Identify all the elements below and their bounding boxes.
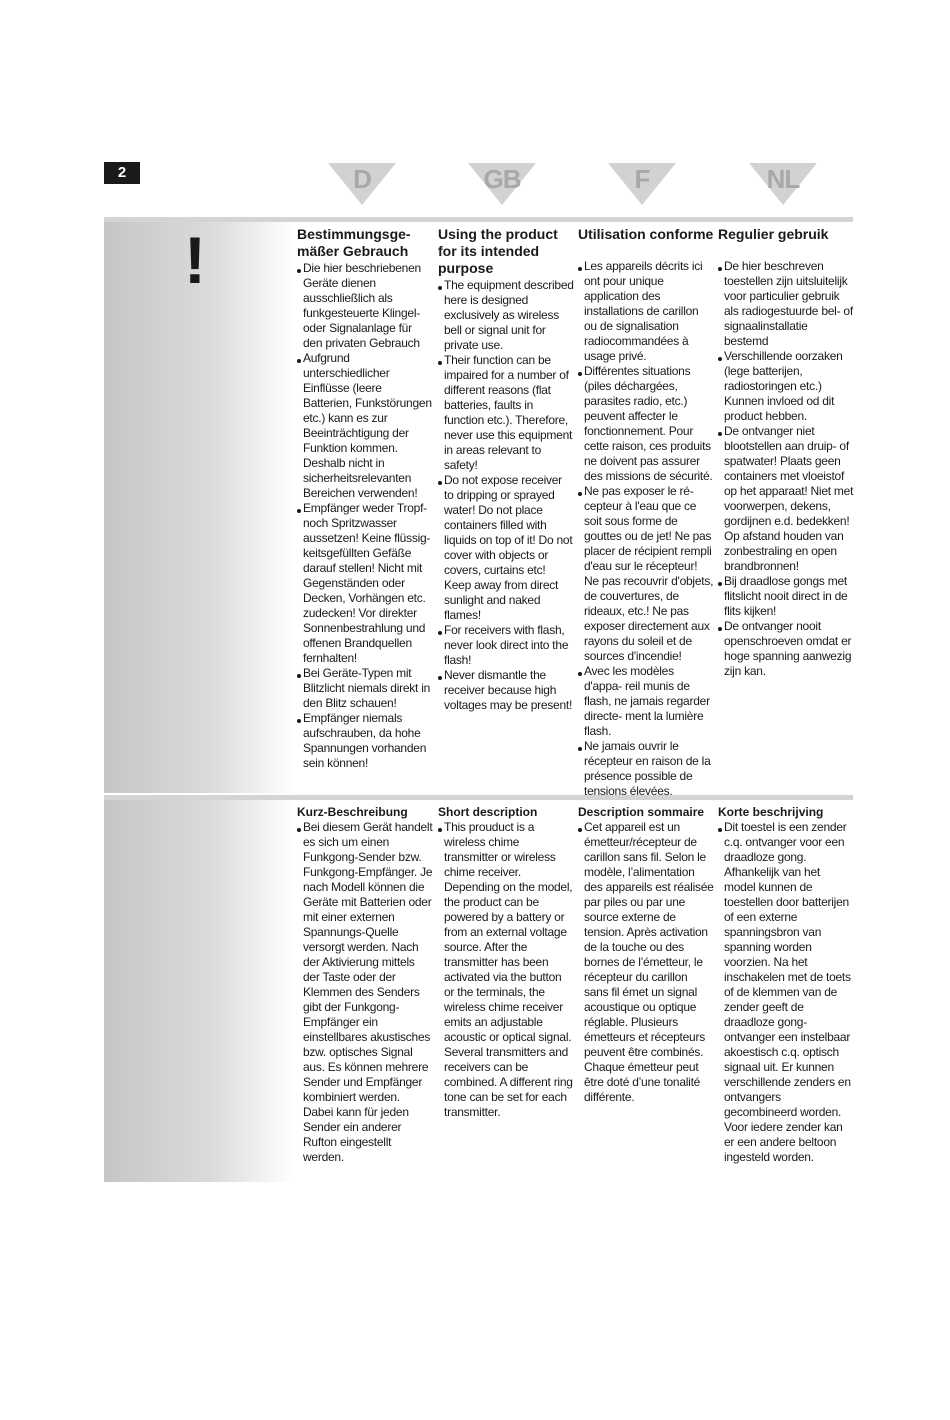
list-item: For receivers with flash, never look direct into the flash!: [438, 623, 574, 668]
list-item: Die hier beschriebenen Geräte dienen ausschließlich als funkgesteuerte Klingel- oder Signalanlage für den privaten Gebrauch: [297, 261, 433, 351]
short-description-section: [104, 795, 853, 1182]
list-item: Dit toestel is een zender c.q. ontvanger voor een draadloze gong. Afhankelijk van het model kunnen de toestellen door batterijen of een externe spanningsbron van spanning worden voorzien. Na het inschakelen met de toets of de klemmen van de zender geeft de draadloze gong- ontvanger een instelbaar akoestisch c.q. optisch signaal uit. Er kunnen verschillende zenders en ontvangers gecombineerd worden. Voor iedere zender kan er een andere beltoon ingesteld worden.: [718, 820, 854, 1165]
language-code: GB: [483, 164, 521, 194]
language-code: NL: [766, 164, 800, 194]
intended-use-section: [104, 217, 854, 798]
column-fr: [578, 804, 714, 1105]
column-de: [297, 226, 433, 771]
list-item: De ontvanger niet blootstellen aan druip- of spatwater! Plaats geen containers met vloeistof op het apparaat! Niet met voorwerpen, dekens, gordijnen e.d. bedekken! Op afstand houden van zonbestraling en open brandbronnen!: [718, 424, 854, 574]
bullet-list: [718, 259, 854, 679]
column-gb: [438, 226, 574, 713]
list-item: This prouduct is a wireless chime transmitter or wireless chime receiver. Depending on the model, the product can be powered by a battery or from an external voltage source. After the transmitter has been activated via the button or the terminals, the wireless chime receiver emits an adjustable acoustic or optical signal. Several transmitters and receivers can be combined. A different ring tone can be set for each transmitter.: [438, 820, 574, 1120]
list-item: Ne pas exposer le ré- cepteur à l'eau que ce soit sous forme de gouttes ou de jet! Ne pas placer de récipient rempli d'eau sur le récepteur! Ne pas recouvrir d'objets, de couvertures, de rideaux, etc.! Ne pas exposer directement aux rayons du soleil et de sources d'incendie!: [578, 484, 714, 664]
list-item: Their function can be impaired for a number of different reasons (flat batteries, faults in function etc.). Therefore, never use this equipment in areas relevant to safety!: [438, 353, 574, 473]
list-item: De hier beschreven toestellen zijn uitsluitelijk voor particulier gebruik als radiogestuurde bel- of signaalinstallatie bestemd: [718, 259, 854, 349]
bullet-list: [438, 278, 574, 713]
list-item: Bij draadlose gongs met flitslicht nooit direct in de flits kijken!: [718, 574, 854, 619]
bullet-list: [297, 820, 433, 1165]
column-gb: [438, 804, 574, 1120]
list-item: Cet appareil est un émetteur/récepteur de carillon sans fil. Selon le modèle, l’alimentation des appareils est réalisée par piles ou par une source externe de tension. Après activation de la touche ou des bornes de l’émetteur, le récepteur du carillon sans fil émet un signal acoustique ou optique réglable. Plusieurs émetteurs et récepteurs peuvent être combinés. Chaque émetteur peut être doté d’une tonalité différente.: [578, 820, 714, 1105]
list-item: Bei Geräte-Typen mit Blitzlicht niemals direkt in den Blitz schauen!: [297, 666, 433, 711]
language-code: F: [634, 164, 650, 194]
list-item: Ne jamais ouvrir le récepteur en raison de la présence possible de tensions élevées.: [578, 739, 714, 799]
bullet-list: [718, 820, 854, 1165]
bullet-list: [438, 820, 574, 1120]
language-tab-fr: [608, 163, 676, 205]
list-item: Empfänger niemals aufschrauben, da hohe Spannungen vorhanden sein können!: [297, 711, 433, 771]
language-code: D: [353, 164, 371, 194]
column-title: [297, 226, 433, 260]
side-gradient-panel: [104, 222, 294, 793]
column-de: [297, 804, 433, 1165]
list-item: Bei diesem Gerät handelt es sich um einen Funkgong-Sender bzw. Funkgong-Empfänger. Je nach Modell können die Geräte mit Batterien oder mit einer externen Spannungs-Quelle versorgt werden. Nach der Aktivierung mittels der Taste oder der Klemmen des Senders gibt der Funkgong- Empfänger ein einstellbares akustisches bzw. optisches Signal aus. Es können mehrere Sender und Empfänger kombiniert werden. Dabei kann für jeden Sender ein anderer Rufton eingestellt werden.: [297, 820, 433, 1165]
side-gradient-panel: [104, 800, 294, 1182]
column-fr: [578, 226, 714, 799]
column-title: Using the product for its intended purpose: [438, 226, 558, 276]
language-tab-nl: [749, 163, 817, 205]
bullet-list: [297, 261, 433, 771]
column-title: Regulier gebruik: [718, 226, 829, 242]
bullet-list: [578, 259, 714, 799]
list-item: Différentes situations (piles déchargées, parasites radio, etc.) peuvent affecter le fonctionnement. Pour cette raison, ces produits ne doivent pas assurer des missions de sécurité.: [578, 364, 714, 484]
title-line: mäßer Gebrauch: [297, 243, 409, 259]
title-line: Bestimmungsge-: [297, 226, 411, 242]
language-tab-de: [328, 163, 396, 205]
column-nl: [718, 804, 854, 1165]
list-item: Do not expose receiver to dripping or sprayed water! Do not place containers filled with liquids on top of it! Do not cover with objects or covers, curtains etc! Keep away from direct sunlight and naked flames!: [438, 473, 574, 623]
bullet-list: [578, 820, 714, 1105]
list-item: Aufgrund unterschiedlicher Einflüsse (leere Batterien, Funkstörungen etc.) kann es zur Beeinträchtigung der Funktion kommen. Deshalb nicht in sicherheitsrelevanten Bereichen verwenden!: [297, 351, 433, 501]
list-item: Never dismantle the receiver because high voltages may be present!: [438, 668, 574, 713]
exclamation-warning-icon: !: [184, 223, 206, 297]
column-nl: [718, 226, 854, 679]
column-title: Kurz-Beschreibung: [297, 805, 408, 819]
list-item: Empfänger weder Tropf- noch Spritzwasser aussetzen! Keine flüssig- keitsgefüllten Gefäße darauf stellen! Nicht mit Gegenständen oder Decken, Vorhängen etc. zudecken! Vor direkter Sonnenbestrahlung und offenen Brandquellen fernhalten!: [297, 501, 433, 666]
column-title: Description sommaire: [578, 805, 705, 819]
list-item: Avec les modèles d'appa- reil munis de flash, ne jamais regarder directe- ment la lumière flash.: [578, 664, 714, 739]
language-tab-gb: [468, 163, 536, 205]
page-number: 2: [104, 162, 140, 184]
list-item: De ontvanger nooit openschroeven omdat er hoge spanning aanwezig zijn kan.: [718, 619, 854, 679]
list-item: Verschillende oorzaken (lege batterijen, radiostoringen etc.) Kunnen invloed od dit product hebben.: [718, 349, 854, 424]
column-title: Short description: [438, 805, 538, 819]
list-item: Les appareils décrits ici ont pour unique application des installations de carillon ou de signalisation radiocommandées à usage privé.: [578, 259, 714, 364]
list-item: The equipment described here is designed exclusively as wireless bell or signal unit for private use.: [438, 278, 574, 353]
column-title: Korte beschrijving: [718, 805, 824, 819]
column-title: Utilisation conforme: [578, 226, 714, 242]
